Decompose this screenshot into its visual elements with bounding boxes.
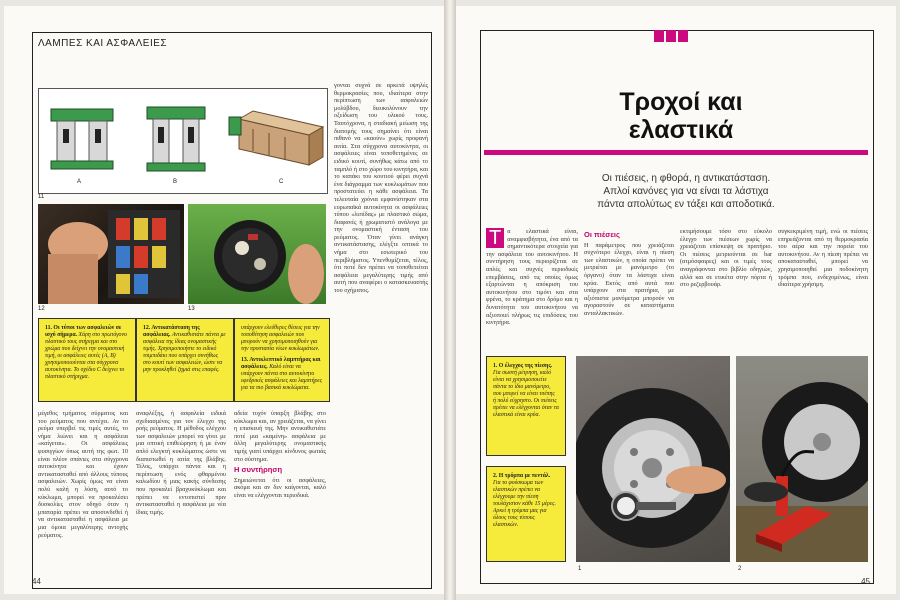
lamp-kit-photo [188, 204, 326, 304]
body-paragraph: α ελαστικά είναι, αναμφισβήτητα, ένα από τα σημαντικότερα στοιχεία για την ασφάλεια του αυτοκινήτου. Η συντήρηση τους περιορίζεται σε απλές και συχνές περιοδικές επεμβάσεις, από τις οποίες όμως εξαρτώνται η απόκριση του αυτοκινήτου στο τιμόνι και στα φρένα, το κράτημα στο δρόμο και η δυνατότητα του αυτοκινήτου να αξιοποιεί πλήρως τις επιδόσεις του κινητήρα. [486, 228, 578, 327]
foot-pump-photo [736, 356, 868, 562]
drop-cap: Τ [486, 228, 504, 248]
fig11-number: 11 [38, 194, 45, 200]
caption-title: 1. Ο έλεγχος της πίεσης. [493, 363, 553, 369]
fuse-box-illustration [38, 204, 184, 304]
caption-title: 11. Οι τύποι των ασφαλειών σε ισχύ σήμερα. [45, 325, 122, 338]
lead-line-2: Απλοί κανόνες για να είναι τα λάστιχα [603, 186, 769, 197]
caption-text: υπάρχουν ελεύθερες θέσεις για την τοποθέτηση ασφαλειών που μπορούν να χρησιμοποιηθούν για την προστασία νέων κυκλωμάτων. [241, 325, 320, 352]
caption-text: Για το φούσκωμα των ελαστικών πρέπει να ελέγχουμε την πίεση τουλάχιστον κάθε 15 μέρες. Αρκεί η τρόμπα μας για όλους τους τύπους ελαστικών. [493, 480, 556, 528]
pink-square-3 [678, 30, 688, 42]
fig11-label-b: B [173, 179, 178, 185]
caption-box-fig1 [486, 356, 566, 456]
pink-square-2 [666, 30, 676, 42]
title-rule [484, 150, 868, 155]
caption-title: 13. Αντικλεπτικό λαμπτήρας και ασφάλειες. [241, 357, 321, 370]
caption-text: Καλό είναι να υπάρχουν πάντα στο αυτοκίνητο εφεδρικές ασφάλειες και λαμπτήρες για τα πιο βασικά κυκλώματα. [241, 364, 322, 391]
caption-text: Αντικαθιστάτε πάντα με ασφάλεια της ίδιας ονομαστικής τιμής. Χρησιμοποιήστε το ειδικό τσιμπιδάκι που υπάρχει συνήθως στο κουτί των ασφαλειών, ώστε να μην προκληθεί ζημιά στις επαφές. [143, 332, 226, 373]
fuse-drawing-a [51, 109, 113, 169]
right-text-column-4 [778, 228, 868, 350]
page-number-right: 45 [861, 577, 870, 586]
book-gutter [444, 0, 456, 600]
caption-title: 12. Αντικατάσταση της ασφάλειας. [143, 325, 200, 338]
fig1-number: 1 [578, 566, 582, 572]
body-paragraph: Η παράμετρος που χρειάζεται συχνότερο έλεγχο, είναι η πίεση των ελαστικών, η οποία πρέπει να μετριέται με μανόμετρο (το όργανο) όταν τα λάστιχα είναι κρύα. Εκτός από αυτά που υπάρχουν στα πρατήρια, με αξιόπιστα μανόμετρα μπορούν να αγοραστούν σε καταστήματα ανταλλακτικών. [584, 241, 674, 317]
left-text-column-2 [136, 410, 226, 582]
foot-pump-illustration [736, 356, 868, 562]
article-title [566, 88, 796, 144]
body-paragraph: μέγεθος τμήματος σύρματος και του ρεύματος που αντέχει. Αν το ρεύμα υπερβεί τις τιμές αυτές, το νήμα λιώνει και η ασφάλεια «καίγεται». Οι ασφάλειες φυσιγγίων όπως αυτή της φωτ. 10 είναι πλέον σπάνιες στα σύγχρονα αυτοκίνητα και έχουν αντικατασταθεί από άλλους τύπους ασφαλειών. Χωρίς όμως να είναι πολύ καλή η λύση, αυτό το κύκλωμα, μπορεί να προκαλέσει δυσκολίες στον οδηγό όταν η μπαταρία πρέπει να αποσυνδεθεί ή να αντικατασταθεί η ασφάλεια με μια όμοια μεγαλύτερης αντοχής ρεύματος. [38, 410, 128, 539]
caption-box-fig13 [234, 318, 330, 402]
right-text-column-3 [680, 228, 772, 350]
fuse-box-photo [38, 204, 184, 304]
left-page [4, 6, 444, 594]
lead-line-1: Οι πιέσεις, η φθορά, η αντικατάσταση. [601, 173, 771, 184]
pressure-check-illustration [576, 356, 730, 562]
body-paragraph: Σημειώνεται ότι οι ασφάλειες, ακόμα και αν δεν καίγονται, καλό είναι να ελέγχονται περιοδικά. [234, 476, 326, 499]
lead-line-3: πάντα απολύτως εν τάξει και αποδοτικά. [597, 199, 775, 210]
right-page [456, 6, 896, 594]
article-lead [516, 172, 856, 211]
caption-box-fig12 [136, 318, 234, 402]
lamp-kit-illustration [188, 204, 326, 304]
page-number-left: 44 [32, 577, 41, 586]
article-title-line-2: ελαστικά [628, 116, 734, 144]
fig13-number: 13 [188, 306, 195, 312]
left-text-column-4 [334, 82, 428, 579]
fuse-types-illustration [38, 88, 328, 194]
body-paragraph: εκτιμήσουμε τόσο στο εύκολο έλεγχο των πιέσεων χωρίς να χρειάζεται επίσκεψη σε πρατήριο. Οι πιέσεις μετριούνται σε bar (ατμόσφαιρες) και οι τιμές τους αναγράφονται στο βιβλίο οδηγιών, αλλά και σε ετικέτα στην πόρτα ή στο ρεζερβουάρ. [680, 228, 772, 289]
body-paragraph: γονται συχνά σε αρκετά υψηλές θερμοκρασίες που, ιδιαίτερα στην περίπτωση των ασφαλειών μολύβδου, διευκολύνουν την οξείδωση του υλικού τους. Ταυτόχρονα, η σταδιακή μείωση της διατομής τους σημαίνει ότι είναι πιθανό να «καούν» χωρίς προφανή αιτία. Στα σύγχρονα αυτοκίνητα, οι ασφάλειες είναι τοποθετημένες σε ειδικό κουτί, συνήθως κάτω από το ταμπλό ή στο χώρο του κινητήρα, και το καπάκι του κουτιού φέρει συχνά ένα διάγραμμα των κυκλωμάτων που προστατεύει η κάθε ασφάλεια. Τα τελευταία χρόνια εμφανίστηκαν στα ευρωπαϊκά αυτοκίνητα οι ασφάλειες τύπου «λεπίδας» με πλαστικό σώμα, διαφανές ή χρωματιστό ανάλογα με την ονομαστική ένταση του ρεύματος. Όταν γίνει ανάγκη αντικατάστασης, ελέγξτε οπτικά το νήμα στο εσωτερικό του περιβλήματος. Υπενθυμίζεται, τέλος, ότι ποτέ δεν πρέπει να τοποθετείται ασφάλεια μεγαλύτερης τιμής από αυτή που αναφέρει ο κατασκευαστής του οχήματος. [334, 82, 428, 295]
pink-square-1 [654, 30, 664, 42]
pressure-check-photo [576, 356, 730, 562]
fuse-drawings [39, 89, 327, 193]
caption-box-fig11 [38, 318, 136, 402]
fig2-number: 2 [738, 566, 742, 572]
caption-title: 2. Η τρόμπα με πεντάλ. [493, 473, 551, 479]
fig12-number: 12 [38, 306, 45, 312]
section-subhead-pressures: Οι πιέσεις [584, 230, 620, 239]
article-title-line-1: Τροχοί και [619, 88, 743, 116]
caption-text: Για σωστή μέτρηση, καλό είναι να χρησιμοποιείτε πάντα το ίδιο μανόμετρο, που μπορεί να είναι τσέπης ή πολύ εύχρηστο. Οι πιέσεις πρέπει να ελέγχονται όταν τα ελαστικά είναι κρύα. [493, 370, 559, 418]
fig11-label-a: A [77, 179, 82, 185]
body-paragraph: αναφλέξης, ή ασφαλεία ειδικά σχεδιασμένες για τον έλεγχο της ροής ρεύματος. Η μέθοδος ελέγχου των ασφαλειών μπορεί να γίνει με μια οπτική επιθεώρηση ή με έναν απλό ελεγκτή κυκλώματος ώστε να διαπιστωθεί η αιτία της βλάβης. Τέλος, υπάρχει πάντα και η περίπτωση ενός φθαρμένου καλωδίου ή μιας κακής σύνδεσης που προκαλεί βραχυκύκλωμα και πρέπει να εντοπιστεί πριν αντικατασταθεί η ασφάλεια με νέα ίδιας τιμής. [136, 410, 226, 516]
caption-box-fig2 [486, 466, 566, 562]
right-text-column-1 [486, 228, 578, 350]
caption-text: Χάρη στο πρωτόγονο πλαστικό τους στήριγμα και στο χρώμα που δείχνει την ονομαστική τιμή, οι ασφάλειες αυτές (Α, Β) χρησιμοποιούνται στα σύγχρονα αυτοκίνητα. Το σχέδιο C δείχνει το πλαστικό στήριγμα. [45, 332, 127, 380]
body-paragraph: συγκεκριμένη τιμή, ενώ οι πιέσεις επηρεάζονται από τη θερμοκρασία του αέρα και την πορεία του αυτοκινήτου. Αν η πίεση πρέπει να αποκατασταθεί, μπορεί να χρησιμοποιηθεί μια ποδοκίνητη τρόμπα που, ενδεχομένως, είναι ιδιαίτερα χρήσιμη. [778, 228, 868, 289]
running-header: ΛΑΜΠΕΣ ΚΑΙ ΑΣΦΑΛΕΙΕΣ [38, 38, 168, 49]
fig11-label-c: C [279, 179, 284, 185]
left-text-column-1 [38, 410, 128, 582]
fuse-drawing-b [147, 107, 205, 171]
fuse-drawing-c [229, 111, 323, 165]
right-text-column-2 [584, 228, 674, 350]
section-subhead-maintenance: Η συντήρηση [234, 465, 283, 475]
body-paragraph: αδεία τυχόν ύπαρξη βλάβης στο κύκλωμα και, αν χρειάζεται, να γίνει η επισκευή της. Μην αντικαθιστάτε ποτέ μια «καμένη» ασφάλεια με άλλη μεγαλύτερης ονομαστικής τιμής γιατί υπάρχει κίνδυνος φωτιάς στο σύστημα. [234, 410, 326, 463]
left-text-column-3 [234, 410, 326, 582]
